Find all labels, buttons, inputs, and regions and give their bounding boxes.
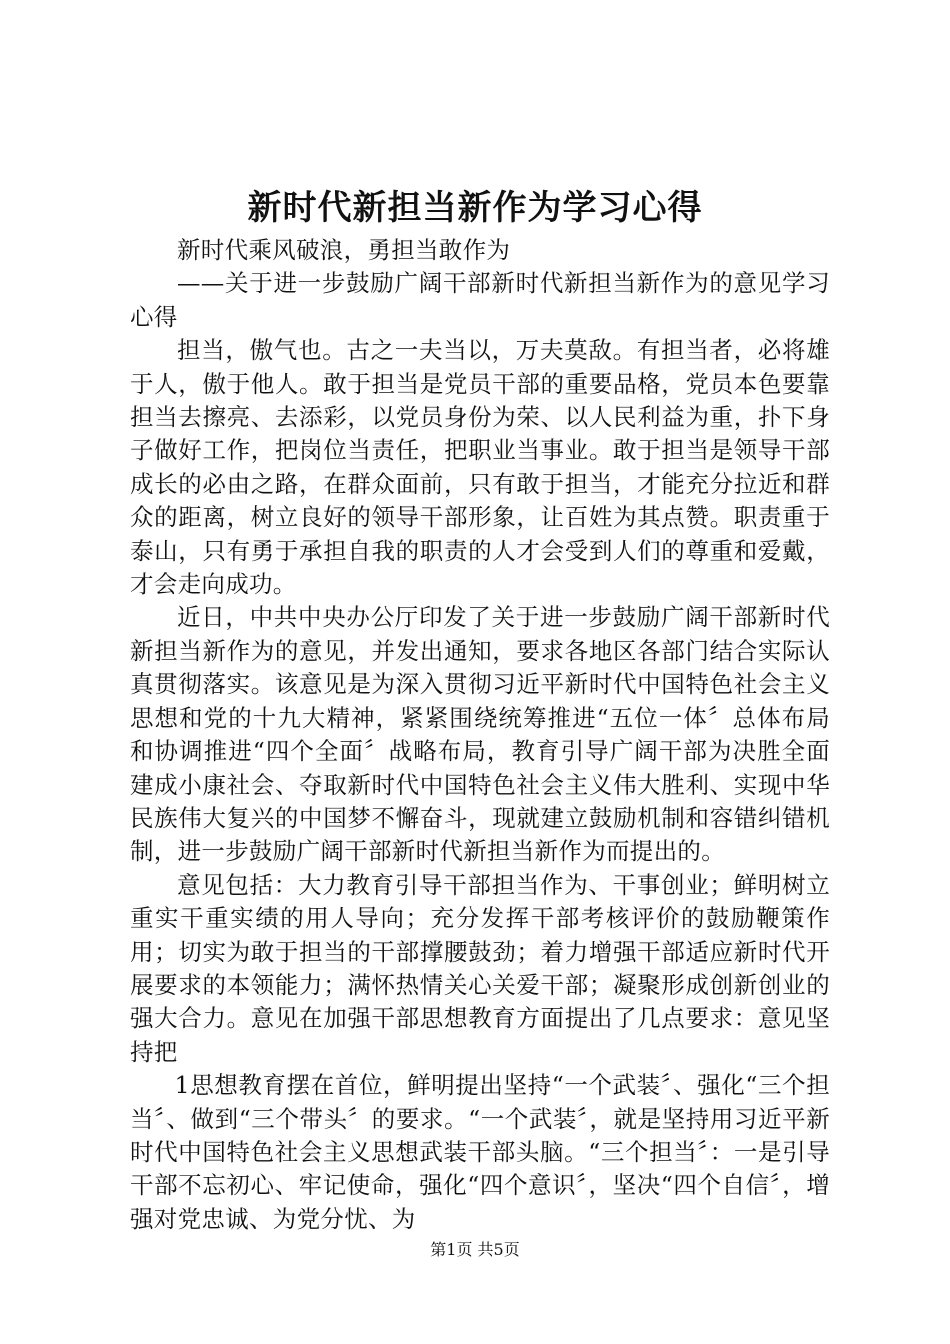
subtitle-dash-line: ——关于进一步鼓励广阔干部新时代新担当新作为的意见学习心得 <box>130 269 830 331</box>
body-paragraph: 意见包括：大力教育引导干部担当作为、干事创业；鲜明树立重实干重实绩的用人导向；充分发挥干部考核评价的鼓励鞭策作用；切实为敢于担当的干部撑腰鼓劲；着力增强干部适应新时代开展要求的本领能力；满怀热情关心关爱干部；凝聚形成创新创业的强大合力。意见在加强干部思想教育方面提出了几点要求：意见坚持把 <box>130 870 830 1066</box>
page-indicator: 第1页 共5页 <box>430 1240 520 1259</box>
document-title: 新时代新担当新作为学习心得 <box>247 188 703 228</box>
body-paragraph: 担当，傲气也。古之一夫当以，万夫莫敌。有担当者，必将雄于人，傲于他人。敢于担当是党员干部的重要品格，党员本色要靠担当去擦亮、去添彩，以党员身份为荣、以人民利益为重，扑下身子做好工作，把岗位当责任，把职业当事业。敢于担当是领导干部成长的必由之路，在群众面前，只有敢于担当，才能充分拉近和群众的距离，树立良好的领导干部形象，让百姓为其点赞。职责重于泰山，只有勇于承担自我的职责的人才会受到人们的尊重和爱戴，才会走向成功。 <box>130 336 830 599</box>
body-paragraph: 近日，中共中央办公厅印发了关于进一步鼓励广阔干部新时代新担当新作为的意见，并发出通知，要求各地区各部门结合实际认真贯彻落实。该意见是为深入贯彻习近平新时代中国特色社会主义思想和党的十九大精神，紧紧围绕统筹推进“五位一体〞总体布局和协调推进“四个全面〞战略布局，教育引导广阔干部为决胜全面建成小康社会、夺取新时代中国特色社会主义伟大胜利、实现中华民族伟大复兴的中国梦不懈奋斗，现就建立鼓励机制和容错纠错机制，进一步鼓励广阔干部新时代新担当新作为而提出的。 <box>130 603 830 866</box>
subtitle-line: 新时代乘风破浪，勇担当敢作为 <box>177 236 511 264</box>
body-paragraph: 1思想教育摆在首位，鲜明提出坚持“一个武装〞、强化“三个担当〞、做到“三个带头〞的要求。“一个武装〞，就是坚持用习近平新时代中国特色社会主义思想武装干部头脑。“三个担当〞：一是引导干部不忘初心、牢记使命，强化“四个意识〞，坚决“四个自信〞，增强对党忠诚、为党分忧、为 <box>130 1071 830 1233</box>
document-body <box>130 234 830 1236</box>
